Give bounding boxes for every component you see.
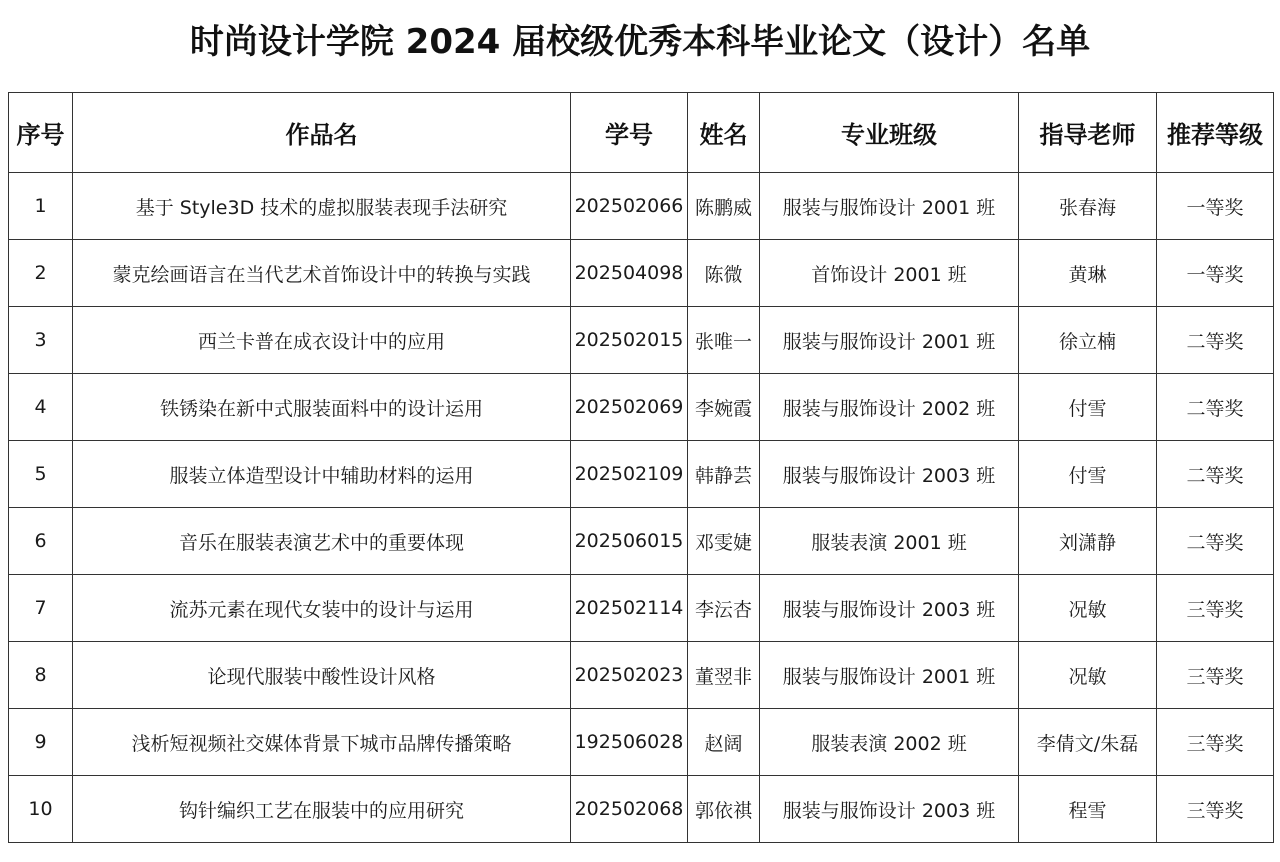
row-student-name: 邓雯婕: [688, 508, 760, 575]
row-work-title: 钩针编织工艺在服装中的应用研究: [73, 776, 571, 843]
row-student-id: 202504098: [571, 240, 688, 307]
row-student-id: 202502109: [571, 441, 688, 508]
row-advisor: 付雪: [1019, 441, 1157, 508]
header-student-id: 学号: [571, 93, 688, 173]
row-student-name: 郭依祺: [688, 776, 760, 843]
row-level: 三等奖: [1157, 776, 1274, 843]
row-work-title: 音乐在服装表演艺术中的重要体现: [73, 508, 571, 575]
row-index: 1: [9, 173, 73, 240]
row-level: 一等奖: [1157, 240, 1274, 307]
row-student-id: 192506028: [571, 709, 688, 776]
row-student-name: 陈微: [688, 240, 760, 307]
row-class: 服装与服饰设计 2003 班: [760, 575, 1019, 642]
row-advisor: 程雪: [1019, 776, 1157, 843]
row-work-title: 服装立体造型设计中辅助材料的运用: [73, 441, 571, 508]
row-student-id: 202506015: [571, 508, 688, 575]
header-class: 专业班级: [760, 93, 1019, 173]
table-row: [9, 642, 1274, 709]
row-work-title: 浅析短视频社交媒体背景下城市品牌传播策略: [73, 709, 571, 776]
row-advisor: 张春海: [1019, 173, 1157, 240]
row-index: 3: [9, 307, 73, 374]
row-class: 服装与服饰设计 2001 班: [760, 173, 1019, 240]
header-work: 作品名: [73, 93, 571, 173]
row-student-id: 202502069: [571, 374, 688, 441]
award-list-table: [8, 92, 1274, 843]
row-class: 服装与服饰设计 2002 班: [760, 374, 1019, 441]
row-work-title: 蒙克绘画语言在当代艺术首饰设计中的转换与实践: [73, 240, 571, 307]
row-index: 5: [9, 441, 73, 508]
row-advisor: 李倩文/朱磊: [1019, 709, 1157, 776]
row-level: 三等奖: [1157, 709, 1274, 776]
row-index: 9: [9, 709, 73, 776]
header-level: 推荐等级: [1157, 93, 1274, 173]
table-row: [9, 575, 1274, 642]
row-class: 服装与服饰设计 2003 班: [760, 776, 1019, 843]
table-row: [9, 709, 1274, 776]
row-student-id: 202502023: [571, 642, 688, 709]
row-advisor: 黄琳: [1019, 240, 1157, 307]
row-student-id: 202502068: [571, 776, 688, 843]
table-header-row: [9, 93, 1274, 173]
row-class: 首饰设计 2001 班: [760, 240, 1019, 307]
row-advisor: 刘潇静: [1019, 508, 1157, 575]
row-class: 服装表演 2002 班: [760, 709, 1019, 776]
table-row: [9, 776, 1274, 843]
row-advisor: 付雪: [1019, 374, 1157, 441]
row-student-name: 李沄杏: [688, 575, 760, 642]
table-row: [9, 240, 1274, 307]
row-index: 6: [9, 508, 73, 575]
header-index: 序号: [9, 93, 73, 173]
row-index: 2: [9, 240, 73, 307]
page-title: 时尚设计学院 2024 届校级优秀本科毕业论文（设计）名单: [189, 22, 1091, 62]
row-level: 二等奖: [1157, 441, 1274, 508]
row-class: 服装与服饰设计 2001 班: [760, 642, 1019, 709]
table-row: [9, 441, 1274, 508]
row-student-id: 202502114: [571, 575, 688, 642]
row-level: 一等奖: [1157, 173, 1274, 240]
row-student-id: 202502066: [571, 173, 688, 240]
row-class: 服装与服饰设计 2003 班: [760, 441, 1019, 508]
row-class: 服装与服饰设计 2001 班: [760, 307, 1019, 374]
row-student-name: 韩静芸: [688, 441, 760, 508]
row-advisor: 况敏: [1019, 575, 1157, 642]
row-advisor: 况敏: [1019, 642, 1157, 709]
row-index: 8: [9, 642, 73, 709]
row-index: 4: [9, 374, 73, 441]
row-level: 二等奖: [1157, 307, 1274, 374]
row-advisor: 徐立楠: [1019, 307, 1157, 374]
table-row: [9, 508, 1274, 575]
row-student-name: 陈鹏威: [688, 173, 760, 240]
row-work-title: 论现代服装中酸性设计风格: [73, 642, 571, 709]
row-level: 二等奖: [1157, 508, 1274, 575]
row-work-title: 流苏元素在现代女装中的设计与运用: [73, 575, 571, 642]
row-level: 三等奖: [1157, 642, 1274, 709]
row-level: 二等奖: [1157, 374, 1274, 441]
row-work-title: 西兰卡普在成衣设计中的应用: [73, 307, 571, 374]
row-level: 三等奖: [1157, 575, 1274, 642]
row-student-id: 202502015: [571, 307, 688, 374]
row-student-name: 赵阔: [688, 709, 760, 776]
row-class: 服装表演 2001 班: [760, 508, 1019, 575]
row-student-name: 董翌非: [688, 642, 760, 709]
row-student-name: 李婉霞: [688, 374, 760, 441]
row-index: 10: [9, 776, 73, 843]
table-row: [9, 374, 1274, 441]
table-row: [9, 173, 1274, 240]
row-work-title: 基于 Style3D 技术的虚拟服装表现手法研究: [73, 173, 571, 240]
header-name: 姓名: [688, 93, 760, 173]
table-row: [9, 307, 1274, 374]
header-advisor: 指导老师: [1019, 93, 1157, 173]
row-student-name: 张唯一: [688, 307, 760, 374]
row-work-title: 铁锈染在新中式服装面料中的设计运用: [73, 374, 571, 441]
row-index: 7: [9, 575, 73, 642]
